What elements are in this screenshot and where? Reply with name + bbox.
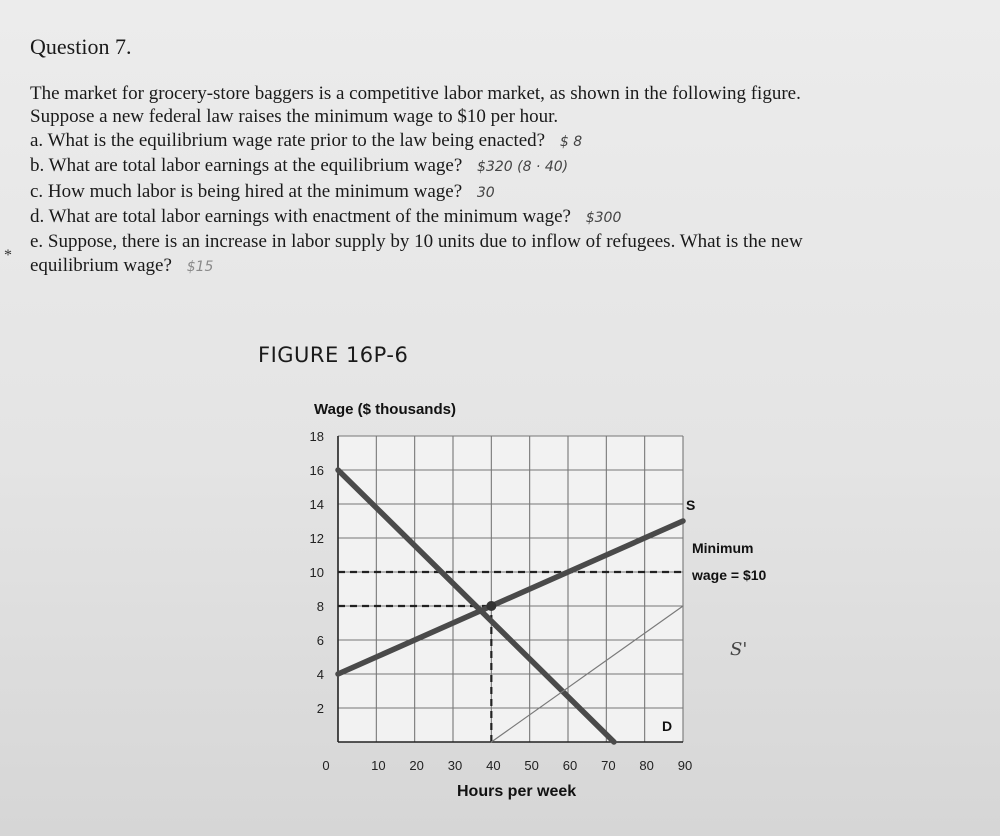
x-tick-label: 0 [322,758,330,773]
handwritten-answer: $15 [186,258,214,275]
line-text: equilibrium wage? [30,254,172,276]
y-tick-label: 4 [316,667,324,682]
y-tick-label: 10 [309,565,324,580]
x-tick-label: 50 [524,758,539,773]
supply-label: S [686,497,696,513]
line-text: b. What are total labor earnings at the equilibrium wage? [30,155,463,177]
y-tick-label: 2 [316,701,324,716]
x-tick-label: 60 [562,758,578,773]
x-tick-label: 90 [677,758,693,773]
y-tick-label: 8 [316,599,324,614]
x-axis-label: Hours per week [457,783,577,800]
line-text: e. Suppose, there is an increase in labor supply by 10 units due to inflow of refugees. What is the new [30,231,803,253]
y-tick-label: 12 [309,531,324,546]
x-tick-label: 20 [409,758,424,773]
line-text: d. What are total labor earnings with enactment of the minimum wage? [30,206,571,228]
y-tick-label: 14 [309,497,324,512]
y-tick-label: 16 [309,463,324,478]
y-tick-label: 18 [309,429,324,444]
line-text: The market for grocery-store baggers is a competitive labor market, as shown in the following figure. [30,83,801,104]
y-axis-label: Wage ($ thousands) [314,401,456,418]
x-tick-label: 80 [639,758,654,773]
min-wage-value-label: wage = $10 [692,567,767,583]
handwritten-answer: 30 [476,184,495,201]
min-wage-label: Minimum [692,540,754,556]
x-tick-label: 40 [486,758,501,773]
chart-grid [338,436,683,742]
star-mark: * [4,247,12,264]
demand-label: D [662,718,673,734]
question-title: Question 7. [30,34,132,59]
figure-title: FIGURE 16P-6 [258,343,409,367]
x-tick-label: 70 [601,758,616,773]
equilibrium-point [486,601,496,611]
line-text: a. What is the equilibrium wage rate prior to the law being enacted? [30,129,546,151]
line-text: Suppose a new federal law raises the minimum wage to $10 per hour. [30,106,559,128]
plot-area [338,436,683,742]
handwritten-answer: $ 8 [559,133,583,150]
x-tick-label: 10 [371,758,386,773]
handwritten-answer: $320 (8 · 40) [477,159,569,176]
line-text: c. How much labor is being hired at the minimum wage? [30,180,463,202]
y-tick-label: 6 [316,633,324,648]
x-tick-label: 30 [447,758,463,773]
new-supply-label: S' [730,639,748,660]
handwritten-answer: $300 [585,210,622,227]
